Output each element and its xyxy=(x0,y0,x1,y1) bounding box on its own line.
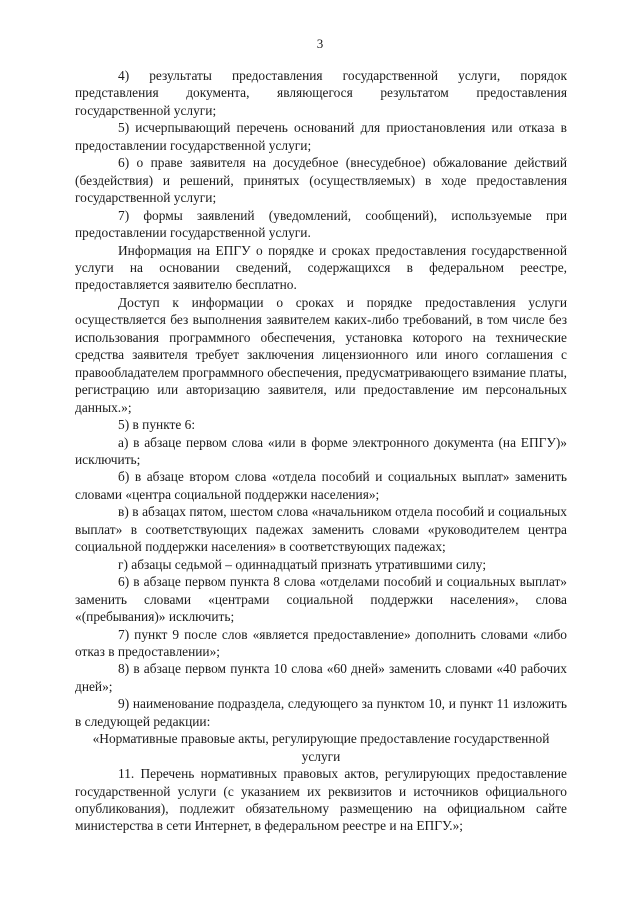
paragraph: 7) формы заявлений (уведомлений, сообщений), используемые при предоставлении государственной услуги. xyxy=(75,207,567,241)
paragraph: 11. Перечень нормативных правовых актов, регулирующих предоставление государственной услуги (с указанием их реквизитов и источников официального опубликования), подлежит обязательному размещению на официальном сайте министерства в сети Интернет, в федеральном реестре и на ЕПГУ.»; xyxy=(75,766,567,834)
paragraph: б) в абзаце втором слова «отдела пособий и социальных выплат» заменить словами «центра социальной поддержки населения»; xyxy=(75,469,567,502)
page-number: 3 xyxy=(316,36,324,51)
document-body xyxy=(75,67,567,835)
paragraph: 5) в пункте 6: xyxy=(118,417,196,433)
paragraph: 9) наименование подраздела, следующего за пунктом 10, и пункт 11 изложить в следующей редакции: xyxy=(75,696,567,729)
subsection-heading: «Нормативные правовые акты, регулирующие предоставление государственной услуги xyxy=(92,731,550,764)
paragraph: Информация на ЕПГУ о порядке и сроках предоставления государственной услуги на основании сведений, содержащихся в федеральном реестре, предоставляется заявителю бесплатно. xyxy=(75,242,567,293)
paragraph: а) в абзаце первом слова «или в форме электронного документа (на ЕПГУ)» исключить; xyxy=(75,434,567,467)
paragraph: 5) исчерпывающий перечень оснований для приостановления или отказа в предоставлении государственной услуги; xyxy=(75,120,567,153)
paragraph: 4) результаты предоставления государственной услуги, порядок представления документа, являющегося результатом предоставления государственной услуги; xyxy=(75,68,567,118)
paragraph: 6) о праве заявителя на досудебное (внесудебное) обжалование действий (бездействия) и решений, принятых (осуществляемых) в ходе предоставления государственной услуги; xyxy=(75,155,567,206)
paragraph: 8) в абзаце первом пункта 10 слова «60 дней» заменить словами «40 рабочих дней»; xyxy=(75,661,567,694)
paragraph: в) в абзацах пятом, шестом слова «начальником отдела пособий и социальных выплат» в соответствующих падежах заменить словами «руководителем центра социальной поддержки населения» в соответствующих падежах; xyxy=(75,504,567,555)
paragraph: г) абзацы седьмой – одиннадцатый признать утратившими силу; xyxy=(118,556,487,572)
paragraph: 7) пункт 9 после слов «является предоставление» дополнить словами «либо отказ в предоставлении»; xyxy=(75,626,567,659)
paragraph: Доступ к информации о сроках и порядке предоставления услуги осуществляется без выполнения заявителем каких-либо требований, в том числе без использования программного обеспечения, установка которого на технические средства заявителя требует заключения лицензионного или иного соглашения с правообладателем программного обеспечения, предусматривающего взимание платы, регистрацию или авторизацию заявителя, или предоставление им персональных данных.»; xyxy=(75,294,567,415)
paragraph: 6) в абзаце первом пункта 8 слова «отделами пособий и социальных выплат» заменить словами «центрами социальной поддержки населения», слова «(пребывания)» исключить; xyxy=(75,574,567,625)
